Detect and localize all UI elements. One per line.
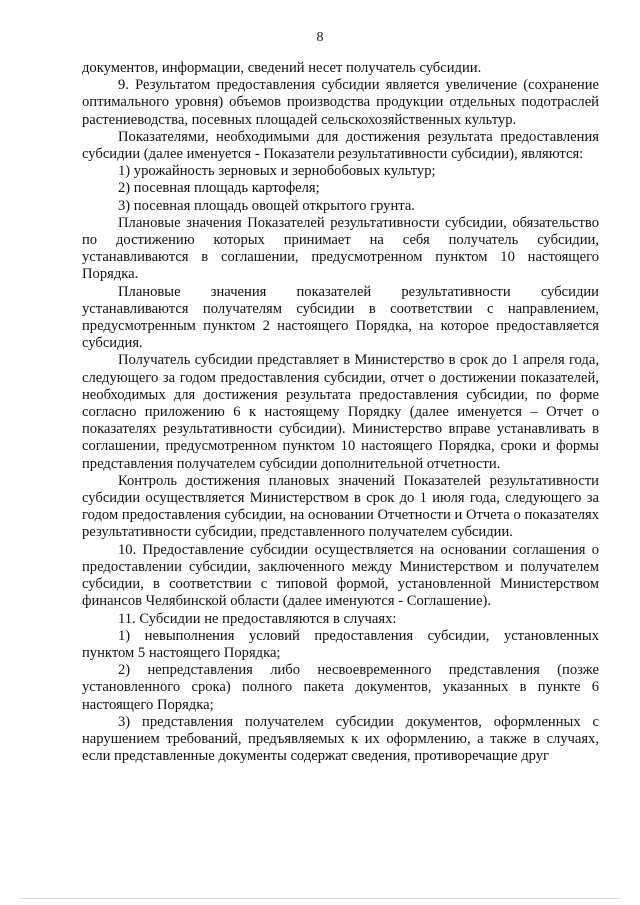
list-item: 2) посевная площадь картофеля; <box>118 180 320 197</box>
paragraph: Плановые значения Показателей результативности субсидии, обязательство по достижению которых принимает на себя получатель субсидии, устанавливаются в соглашении, предусмотренном пунктом 10 настоящего Порядка. <box>82 214 599 283</box>
paragraph: Получатель субсидии представляет в Министерство в срок до 1 апреля года, следующего за годом предоставления субсидии, отчет о достижении показателей, необходимых для достижения результата предоставления субсидии, по форме согласно приложению 6 к настоящему Порядку (далее именуется – Отчет о показателях результативности субсидии). Министерство вправе устанавливать в соглашении, предусмотренном пунктом 10 настоящего Порядка, сроки и формы представления получателем субсидии дополнительной отчетности. <box>82 352 599 472</box>
document-body <box>82 60 599 765</box>
paragraph: 9. Результатом предоставления субсидии является увеличение (сохранение оптимального уровня) объемов производства продукции отдельных подотраслей растениеводства, посевных площадей сельскохозяйственных культур. <box>82 77 599 128</box>
scan-edge-line <box>20 898 620 899</box>
paragraph: 11. Субсидии не предоставляются в случаях: <box>118 610 397 627</box>
list-item: 2) непредставления либо несвоевременного представления (позже установленного срока) полного пакета документов, указанных в пункте 6 настоящего Порядка; <box>82 662 599 713</box>
paragraph: 10. Предоставление субсидии осуществляется на основании соглашения о предоставлении субсидии, заключенного между Министерством и получателем субсидии, в соответствии с типовой формой, установленной Министерством финансов Челябинской области (далее именуются - Соглашение). <box>82 541 599 610</box>
list-item: 1) урожайность зерновых и зернобобовых культур; <box>118 163 436 180</box>
list-item: 3) посевная площадь овощей открытого грунта. <box>118 197 415 214</box>
paragraph: документов, информации, сведений несет получатель субсидии. <box>82 60 482 76</box>
paragraph: Контроль достижения плановых значений Показателей результативности субсидии осуществляется Министерством в срок до 1 июля года, следующего за годом предоставления субсидии, на основании Отчетности и Отчета о показателях результативности субсидии, представленного получателем субсидии. <box>82 472 599 541</box>
list-item: 3) представления получателем субсидии документов, оформленных с нарушением требований, предъявляемых к их оформлению, а также в случаях, если представленные документы содержат сведения, противоречащие друг <box>82 713 599 765</box>
list-item: 1) невыполнения условий предоставления субсидии, установленных пунктом 5 настоящего Порядка; <box>82 627 599 661</box>
paragraph: Показателями, необходимыми для достижения результата предоставления субсидии (далее именуется - Показатели результативности субсидии), являются: <box>82 128 599 163</box>
paragraph: Плановые значения показателей результативности субсидии устанавливаются получателям субсидии в соответствии с направлением, предусмотренным пунктом 2 настоящего Порядка, на которое предоставляется субсидия. <box>82 283 599 352</box>
page-number: 8 <box>316 30 324 45</box>
